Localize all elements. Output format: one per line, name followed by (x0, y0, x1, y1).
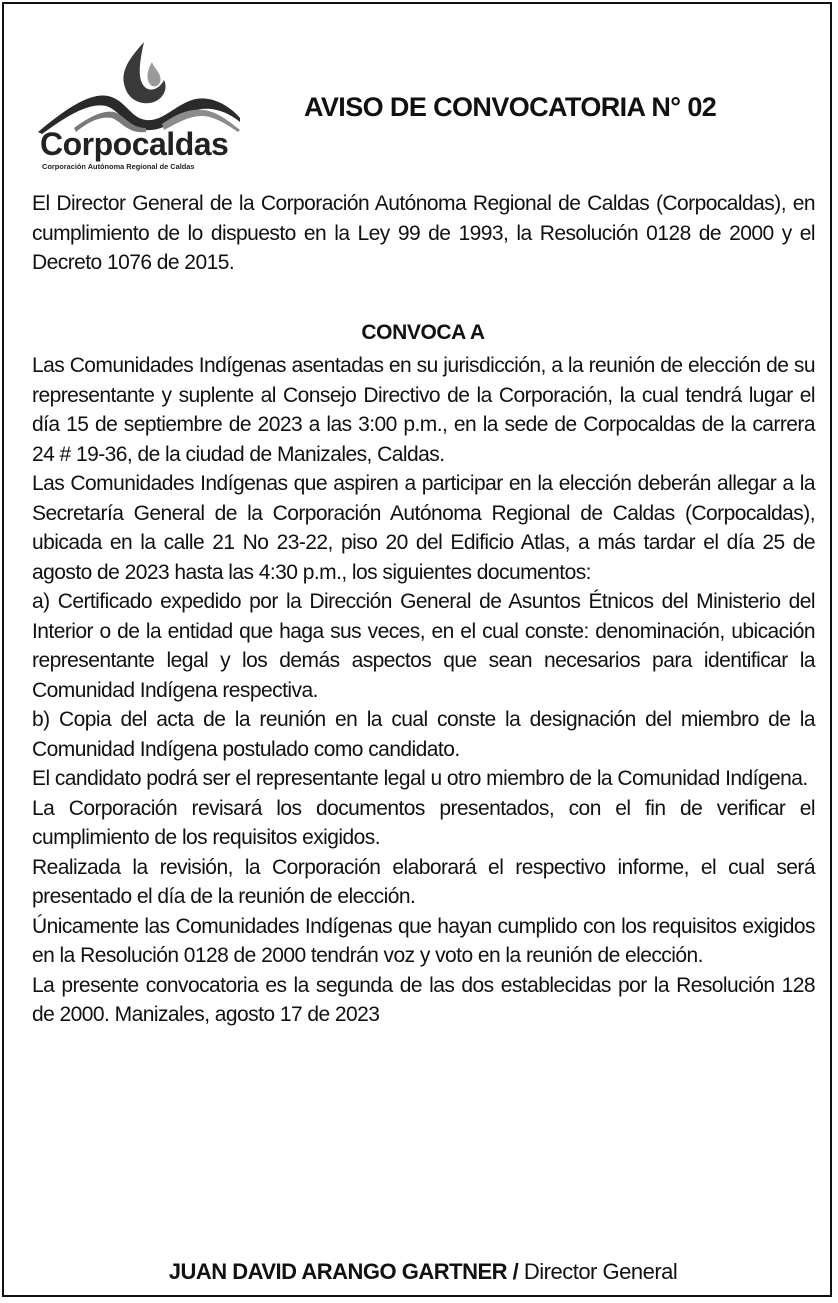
body-paragraph: a) Certificado expedido por la Dirección General de Asuntos Étnicos del Ministerio del Interior o de la entidad que haga sus veces, en el cual conste: denominación, ubicación representante legal y los demás aspectos que sean necesarios para identificar la Comunidad Indígena respectiva. (32, 590, 815, 702)
body-paragraph: El candidato podrá ser el representante legal u otro miembro de la Comunidad Indígena. (32, 767, 808, 790)
notice-body (32, 351, 815, 1030)
signatory-name: JUAN DAVID ARANGO GARTNER (168, 1259, 508, 1284)
logo-tagline: Corporación Autónoma Regional de Caldas (42, 162, 195, 171)
signature-line (4, 1259, 838, 1285)
flame-mountain-icon (34, 40, 244, 135)
signature-separator: / (507, 1259, 524, 1284)
body-paragraph: La presente convocatoria es la segunda de las dos establecidas por la Resolución 128 de 2000. Manizales, agosto 17 de 2023 (32, 973, 815, 1026)
body-paragraph: La Corporación revisará los documentos presentados, con el fin de verificar el cumplimiento de los requisitos exigidos. (32, 796, 815, 849)
body-paragraph: b) Copia del acta de la reunión en la cual conste la designación del miembro de la Comunidad Indígena postulado como candidato. (32, 708, 815, 761)
notice-title: AVISO DE CONVOCATORIA N° 02 (304, 92, 717, 122)
body-paragraph: Realizada la revisión, la Corporación elaborará el respectivo informe, el cual será presentado el día de la reunión de elección. (32, 855, 815, 908)
convoca-heading: CONVOCA A (361, 321, 485, 344)
body-paragraph: Únicamente las Comunidades Indígenas que hayan cumplido con los requisitos exigidos en la Resolución 0128 de 2000 tendrán voz y voto en la reunión de elección. (32, 914, 815, 967)
body-paragraph: Las Comunidades Indígenas que aspiren a participar en la elección deberán allegar a la Secretaría General de la Corporación Autónoma Regional de Caldas (Corpocaldas), ubicada en la calle 21 No 23-22, piso 20 del Edificio Atlas, a más tardar el día 25 de agosto de 2023 hasta las 4:30 p.m., los siguientes documentos: (32, 472, 815, 584)
corpocaldas-logo (34, 40, 244, 180)
body-paragraph: Las Comunidades Indígenas asentadas en su jurisdicción, a la reunión de elección de su representante y suplente al Consejo Directivo de la Corporación, la cual tendrá lugar el día 15 de septiembre de 2023 a las 3:00 p.m., en la sede de Corpocaldas de la carrera 24 # 19-36, de la ciudad de Manizales, Caldas. (32, 354, 815, 466)
logo-wordmark: Corpocaldas (40, 126, 229, 162)
signatory-role: Director General (523, 1259, 678, 1284)
intro-paragraph: El Director General de la Corporación Autónoma Regional de Caldas (Corpocaldas), en cumplimiento de lo dispuesto en la Ley 99 de 1993, la Resolución 0128 de 2000 y el Decreto 1076 de 2015. (32, 192, 815, 274)
notice-frame (2, 2, 832, 1297)
